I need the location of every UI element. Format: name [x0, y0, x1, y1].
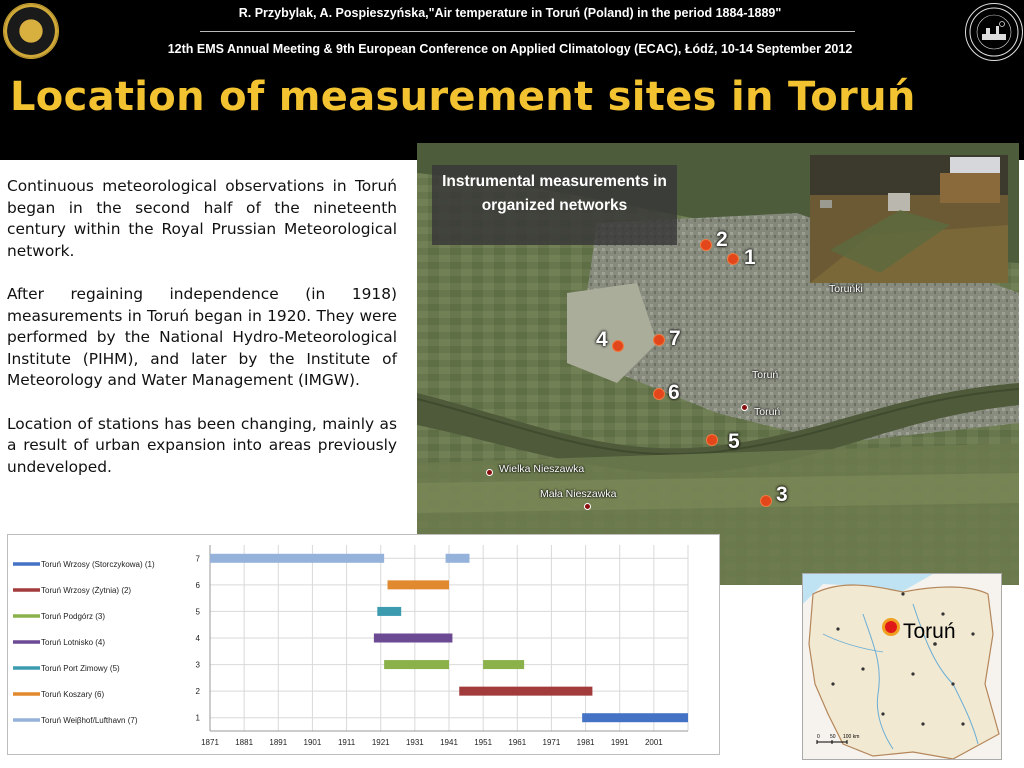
description-text: [7, 176, 397, 500]
timeline-bar-station-7: [210, 554, 384, 563]
legend-label-station-7: Toruń Weiβhof/Lufthavn (7): [41, 716, 138, 725]
site-label-4: 4: [596, 328, 608, 351]
x-tick-label: 2001: [644, 738, 663, 747]
x-tick-label: 1991: [610, 738, 629, 747]
legend-label-station-2: Toruń Wrzosy (Żytnia) (2): [41, 586, 132, 595]
site-label-1: 1: [744, 246, 756, 269]
place-label-wielka-nieszawka: Wielka Nieszawka: [499, 463, 585, 475]
stations-timeline-chart: [7, 534, 720, 755]
scale-label-100: 100 km: [843, 734, 860, 740]
place-label-torun: Toruń: [754, 406, 781, 418]
y-tick-label: 1: [195, 713, 200, 723]
header-bar: [0, 0, 1024, 160]
timeline-bar-station-2: [459, 687, 592, 696]
x-tick-label: 1941: [440, 738, 458, 747]
page-title: Location of measurement sites in Toruń: [10, 74, 916, 120]
legend-label-station-4: Toruń Lotnisko (4): [41, 638, 106, 647]
site-marker-2: [700, 239, 712, 251]
site-marker-7: [653, 334, 665, 346]
paragraph-history: Continuous meteorological observations in Toruń began in the second half of the nineteenth century within the Royal Prussian Meteorological network.: [7, 177, 397, 260]
poland-inset-map: [802, 573, 1002, 760]
site-marker-5: [706, 434, 718, 446]
y-tick-label: 3: [195, 660, 200, 670]
legend-label-station-3: Toruń Podgórz (3): [41, 612, 106, 621]
paragraph-location-changes: Location of stations has been changing, mainly as a result of urban expansion into areas previously undeveloped.: [7, 414, 397, 476]
site-label-2: 2: [716, 228, 728, 251]
inset-city-label: Toruń: [903, 620, 956, 643]
timeline-bar-station-3: [483, 660, 524, 669]
site-label-7: 7: [669, 327, 681, 350]
x-tick-label: 1981: [576, 738, 595, 747]
conference-line: 12th EMS Annual Meeting & 9th European Conference on Applied Climatology (ECAC), Łódź, 10-14 September 2012: [167, 42, 853, 56]
timeline-bar-station-1: [582, 713, 688, 722]
paragraph-independence: After regaining independence (in 1918) measurements in Toruń began in 1920. They were performed by the National Hydro-Meteorological Institute (PIHM), and later by the Institute of Meteorology and Water Management (IMGW).: [7, 284, 397, 390]
timeline-bar-station-3: [384, 660, 449, 669]
x-tick-label: 1891: [269, 738, 288, 747]
y-tick-label: 5: [195, 607, 200, 617]
place-label-torunski: Toruńki: [829, 283, 863, 295]
y-tick-label: 6: [195, 580, 200, 590]
legend-label-station-1: Toruń Wrzosy (Storczykowa) (1): [41, 560, 155, 569]
map-callout: Instrumental measurements in organized networks: [432, 165, 677, 245]
header-divider: [200, 31, 855, 32]
place-dot-mala-nieszawka: [584, 503, 591, 510]
x-tick-label: 1871: [201, 738, 219, 747]
x-tick-label: 1881: [235, 738, 254, 747]
y-tick-label: 2: [195, 687, 200, 697]
x-tick-label: 1911: [337, 738, 356, 747]
y-tick-label: 7: [195, 554, 200, 564]
site-marker-1: [727, 253, 739, 265]
place-label-mala-nieszawka: Mała Nieszawka: [540, 488, 617, 500]
x-tick-label: 1961: [508, 738, 527, 747]
x-tick-label: 1951: [474, 738, 493, 747]
site-label-6: 6: [668, 381, 680, 404]
legend-label-station-6: Toruń Koszary (6): [41, 690, 105, 699]
university-logo-icon: [3, 3, 59, 59]
authors-line: R. Przybylak, A. Pospieszyńska,"Air temperature in Toruń (Poland) in the period 1884-1889": [238, 6, 782, 20]
site-marker-4: [612, 340, 624, 352]
x-tick-label: 1971: [542, 738, 561, 747]
x-tick-label: 1931: [405, 738, 424, 747]
y-tick-label: 4: [195, 634, 200, 643]
scale-label-50: 50: [830, 734, 836, 740]
timeline-bar-station-7: [446, 554, 470, 563]
timeline-bar-station-6: [388, 580, 449, 589]
x-tick-label: 1921: [371, 738, 390, 747]
x-tick-label: 1901: [303, 738, 322, 747]
site-label-5: 5: [728, 430, 740, 453]
station-aerial-photo: [810, 155, 1008, 283]
site-marker-6: [653, 388, 665, 400]
legend-label-station-5: Toruń Port Zimowy (5): [41, 664, 120, 673]
scale-label-0: 0: [817, 734, 820, 740]
place-dot-wielka-nieszawka: [486, 469, 493, 476]
institute-seal-icon: [965, 3, 1023, 61]
site-marker-3: [760, 495, 772, 507]
timeline-bar-station-5: [377, 607, 401, 616]
place-dot-torun: [741, 404, 748, 411]
site-label-3: 3: [776, 483, 788, 506]
timeline-bar-station-4: [374, 634, 453, 643]
place-label-torun-district: Toruń: [752, 369, 779, 381]
